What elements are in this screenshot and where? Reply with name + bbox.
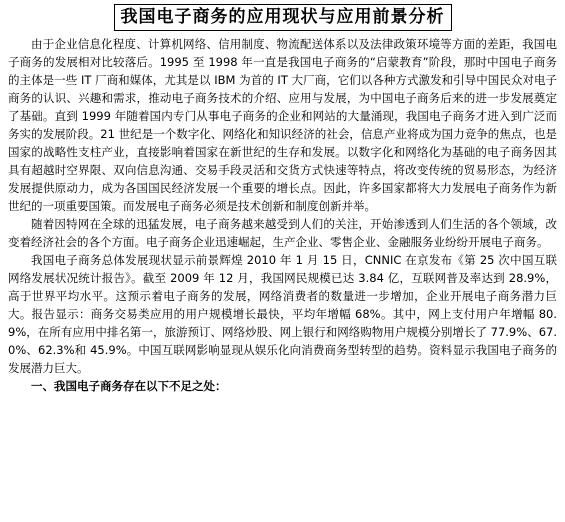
section-heading: 一、我国电子商务存在以下不足之处： xyxy=(31,379,227,393)
document-title: 我国电子商务的应用现状与应用前景分析 xyxy=(114,4,452,31)
paragraph-1: 由于企业信息化程度、计算机网络、信用制度、物流配送体系以及法律政策环境等方面的差距，我国电子商务的发展相对比较落后。1995 至 1998 年一直是我国电子商务的“启蒙教育”阶段，那时中国电子商务的主体是一些 IT 厂商和媒体，尤其是以 IBM 为首的 IT 大厂商，它们以各种方式激发和引导中国民众对电子商务的认识、兴趣和需求，推动电子商务技术的介绍、应用与发展，为中国电子商务后来的进一步发展奠定了基础。直到 1999 年随着国内专门从事电子商务的企业和网站的大量涌现，我国电子商务才进入到广泛而务实的发展阶段。21 世纪是一个数字化、网络化和知识经济的社会，信息产业将成为国力竞争的焦点，也是国家的战略性支柱产业，直接影响着国家在新世纪的生存和发展。以数字化和网络化为基础的电子商务因其具有超越时空界限、双向信息沟通、交易手段灵活和交货方式快速等特点，将改变传统的贸易形态，为经济发展提供原动力，成为各国国民经济发展一个重要的增长点。因此，许多国家都将大力发展电子商务作为新世纪的一项重要国策。而发展电子商务必须是技术创新和制度创新并举。 xyxy=(8,37,557,213)
title-container xyxy=(8,4,557,31)
paragraph-2: 随着因特网在全球的迅猛发展，电子商务越来越受到人们的关注，开始渗透到人们生活的各个领域，改变着经济社会的各个方面。电子商务企业迅速崛起，生产企业、零售企业、金融服务业纷纷开展电子商务。 xyxy=(8,217,557,249)
paragraph-3: 我国电子商务总体发展现状显示前景辉煌 2010 年 1 月 15 日，CNNIC 在京发布《第 25 次中国互联网络发展状况统计报告》。截至 2009 年 12 月，我国网民规模已达 3.84 亿，互联网普及率达到 28.9%，高于世界平均水平。这预示着电子商务的发展，网络消费者的数量进一步增加，企业开展电子商务潜力巨大。报告显示：商务交易类应用的用户规模增长最快，平均年增幅 68%。其中，网上支付用户年增幅 80.9%，在所有应用中排名第一，旅游预订、网络炒股、网上银行和网络购物用户规模分别增长了 77.9%、67.0%、62.3%和 45.9%。中国互联网影响显现从娱乐化向消费商务型转型的趋势。资料显示我国电子商务的发展潜力巨大。 xyxy=(8,253,557,375)
